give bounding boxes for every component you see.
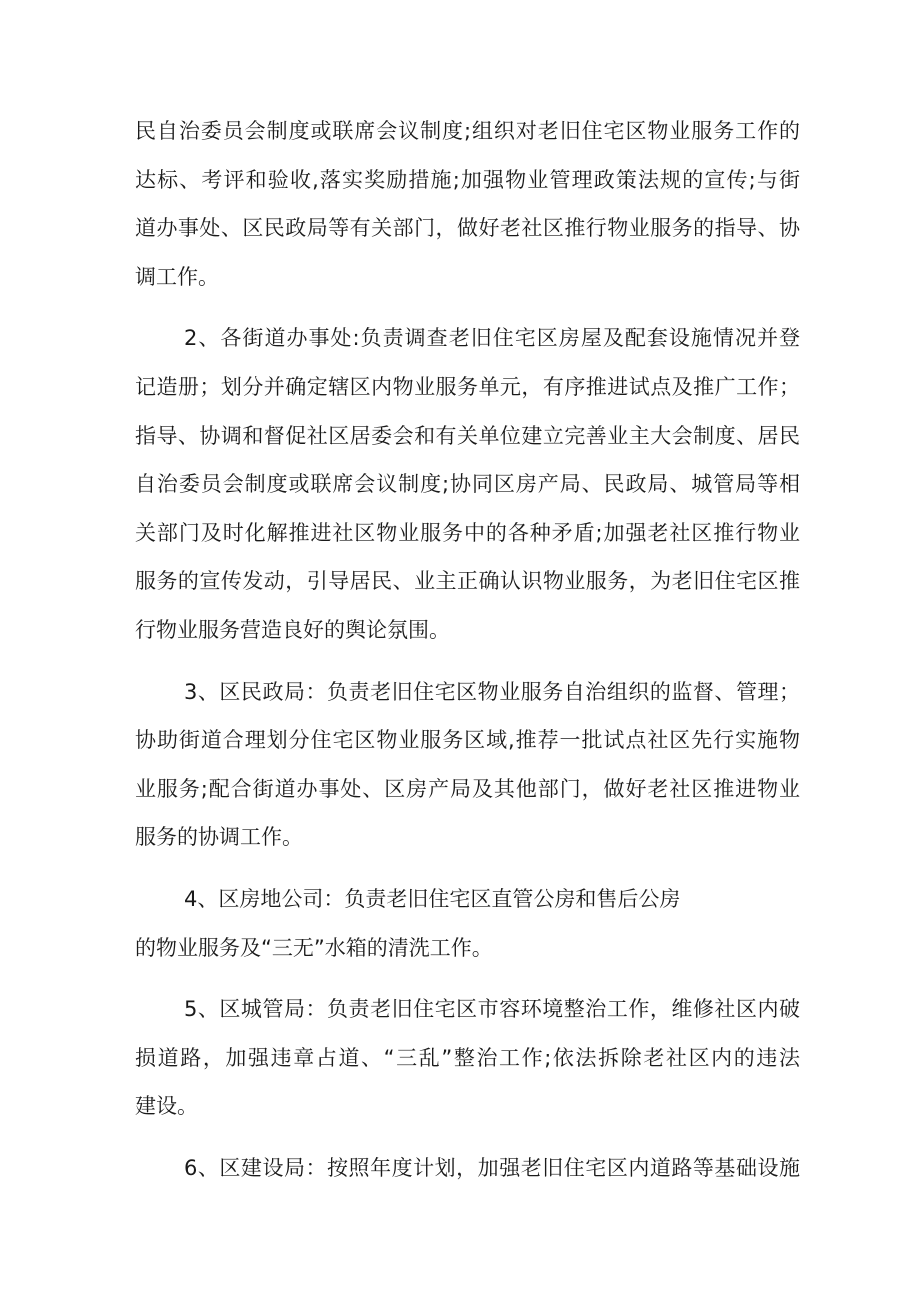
paragraph-2 bbox=[135, 668, 800, 862]
text-line: 2、各街道办事处:负责调查老旧住宅区房屋及配套设施情况并登 bbox=[184, 326, 800, 351]
text-line: 业服务;配合街道办事处、区房产局及其他部门，做好老社区推进物业 bbox=[135, 776, 800, 801]
paragraph-4 bbox=[135, 985, 800, 1131]
paragraph-1 bbox=[135, 314, 800, 654]
text-line: 道办事处、区民政局等有关部门，做好老社区推行物业服务的指导、协 bbox=[135, 216, 800, 241]
text-line: 记造册；划分并确定辖区内物业服务单元，有序推进试点及推广工作； bbox=[135, 374, 800, 399]
text-line: 民自治委员会制度或联席会议制度;组织对老旧住宅区物业服务工作的 bbox=[135, 119, 800, 143]
text-line: 关部门及时化解推进社区物业服务中的各种矛盾;加强老社区推行物业 bbox=[135, 520, 800, 545]
document-body bbox=[135, 107, 800, 1192]
text-line: 协助街道合理划分住宅区物业服务区域,推荐一批试点社区先行实施物 bbox=[135, 728, 800, 753]
text-line: 指导、协调和督促社区居委会和有关单位建立完善业主大会制度、居民 bbox=[135, 423, 800, 448]
text-line: 4、区房地公司：负责老旧住宅区直管公房和售后公房 bbox=[184, 886, 681, 911]
text-line: 达标、考评和验收,落实奖励措施;加强物业管理政策法规的宣传;与街 bbox=[135, 167, 800, 192]
text-line: 的物业服务及“三无”水箱的清洗工作。 bbox=[135, 935, 493, 960]
paragraph-5 bbox=[135, 1144, 800, 1193]
text-line: 调工作。 bbox=[135, 264, 219, 289]
text-line: 建设。 bbox=[135, 1094, 198, 1119]
paragraph-3 bbox=[135, 875, 800, 972]
text-line: 损道路，加强违章占道、“三乱”整治工作;依法拆除老社区内的违法 bbox=[135, 1045, 800, 1070]
text-line: 自治委员会制度或联席会议制度;协同区房产局、民政局、城管局等相 bbox=[135, 472, 800, 497]
text-line: 行物业服务营造良好的舆论氛围。 bbox=[135, 617, 450, 642]
text-line: 3、区民政局：负责老旧住宅区物业服务自治组织的监督、管理； bbox=[184, 679, 800, 704]
paragraph-0 bbox=[135, 107, 800, 301]
text-line: 服务的协调工作。 bbox=[135, 825, 303, 850]
text-line: 服务的宣传发动，引导居民、业主正确认识物业服务，为老旧住宅区推 bbox=[135, 569, 800, 594]
text-line: 5、区城管局：负责老旧住宅区市容环境整治工作，维修社区内破 bbox=[184, 997, 800, 1022]
text-line: 6、区建设局：按照年度计划，加强老旧住宅区内道路等基础设施 bbox=[184, 1155, 800, 1180]
